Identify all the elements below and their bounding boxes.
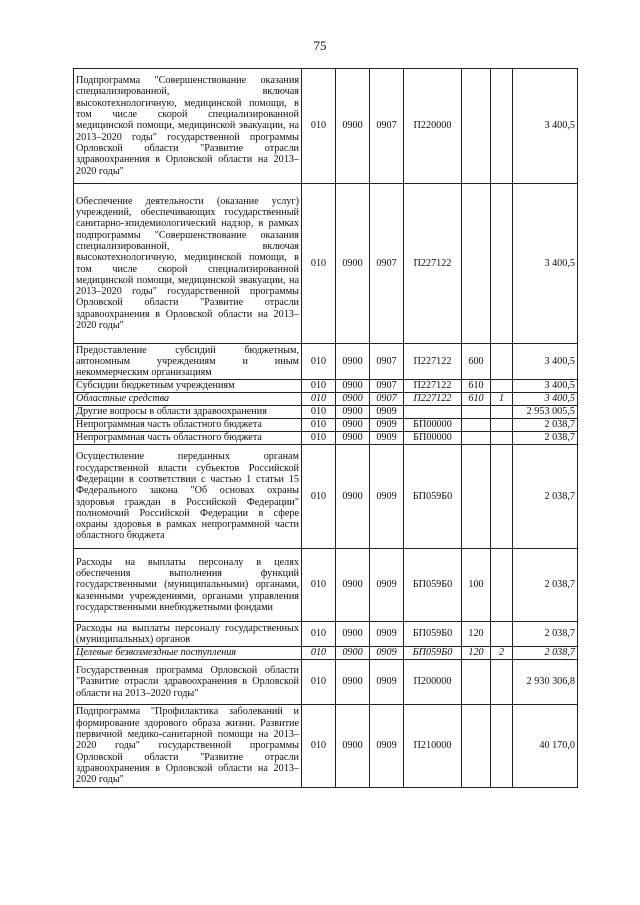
cell-amount: 2 038,7 — [513, 647, 578, 660]
table-row — [74, 419, 578, 432]
cell-code: 010 — [302, 432, 336, 445]
cell-source — [491, 419, 513, 432]
table-row — [74, 393, 578, 406]
cell-source — [491, 660, 513, 705]
cell-source: 2 — [491, 647, 513, 660]
cell-section: 0900 — [336, 660, 370, 705]
cell-source — [491, 432, 513, 445]
cell-section: 0900 — [336, 705, 370, 788]
cell-code: 010 — [302, 69, 336, 184]
cell-target: БП059Б0 — [404, 622, 462, 647]
cell-amount: 2 930 306,8 — [513, 660, 578, 705]
row-name: Областные средства — [74, 393, 302, 406]
cell-type — [462, 69, 491, 184]
cell-amount: 40 170,0 — [513, 705, 578, 788]
cell-target: П227122 — [404, 380, 462, 393]
cell-subsection: 0907 — [370, 69, 404, 184]
cell-amount: 3 400,5 — [513, 393, 578, 406]
cell-target: П200000 — [404, 660, 462, 705]
cell-amount: 2 953 005,5 — [513, 406, 578, 419]
cell-type: 100 — [462, 549, 491, 622]
cell-amount: 3 400,5 — [513, 380, 578, 393]
cell-subsection: 0909 — [370, 406, 404, 419]
cell-target: БП059Б0 — [404, 647, 462, 660]
cell-subsection: 0909 — [370, 660, 404, 705]
cell-type — [462, 419, 491, 432]
cell-type: 120 — [462, 622, 491, 647]
row-name: Обеспечение деятельности (оказание услуг) учреждений, обеспечивающих государственный санитарно-эпидемиологический надзор, в рамках подпрограммы "Совершенствование оказания специализированной, включая высокотехнологичную, медицинской помощи, в том числе скорой специализированной медицинской помощи, медицинской эвакуации, на 2013–2020 годы" государственной программы Орловской области "Развитие отрасли здравоохранения в Орловской области на 2013–2020 годы" — [74, 184, 302, 344]
cell-type: 120 — [462, 647, 491, 660]
row-name: Непрограммная часть областного бюджета — [74, 419, 302, 432]
cell-source — [491, 705, 513, 788]
cell-amount: 3 400,5 — [513, 184, 578, 344]
table-row — [74, 660, 578, 705]
cell-section: 0900 — [336, 344, 370, 380]
cell-subsection: 0907 — [370, 393, 404, 406]
cell-target: П227122 — [404, 393, 462, 406]
cell-amount: 2 038,7 — [513, 419, 578, 432]
cell-subsection: 0909 — [370, 647, 404, 660]
table-row — [74, 445, 578, 549]
cell-code: 010 — [302, 184, 336, 344]
cell-source — [491, 445, 513, 549]
cell-source — [491, 549, 513, 622]
page-number: 75 — [313, 38, 327, 53]
cell-subsection: 0907 — [370, 184, 404, 344]
cell-type — [462, 406, 491, 419]
cell-source — [491, 69, 513, 184]
cell-code: 010 — [302, 622, 336, 647]
cell-section: 0900 — [336, 393, 370, 406]
cell-section: 0900 — [336, 380, 370, 393]
cell-subsection: 0907 — [370, 380, 404, 393]
row-name: Государственная программа Орловской области "Развитие отрасли здравоохранения в Орловской области на 2013–2020 годы" — [74, 660, 302, 705]
table-row — [74, 647, 578, 660]
row-name: Подпрограмма "Совершенствование оказания специализированной, включая высокотехнологичную, медицинской помощи, в том числе скорой специализированной медицинской помощи, медицинской эвакуации, на 2013–2020 годы" государственной программы Орловской области "Развитие отрасли здравоохранения в Орловской области на 2013–2020 годы" — [74, 69, 302, 184]
cell-section: 0900 — [336, 445, 370, 549]
cell-amount: 3 400,5 — [513, 69, 578, 184]
cell-source — [491, 406, 513, 419]
cell-subsection: 0909 — [370, 445, 404, 549]
table-row — [74, 705, 578, 788]
cell-type — [462, 184, 491, 344]
table-row — [74, 69, 578, 184]
row-name: Целевые безвозмездные поступления — [74, 647, 302, 660]
cell-code: 010 — [302, 705, 336, 788]
cell-code: 010 — [302, 647, 336, 660]
cell-code: 010 — [302, 393, 336, 406]
cell-type — [462, 445, 491, 549]
cell-target: БП00000 — [404, 419, 462, 432]
cell-source — [491, 184, 513, 344]
cell-code: 010 — [302, 549, 336, 622]
cell-amount: 3 400,5 — [513, 344, 578, 380]
row-name: Подпрограмма "Профилактика заболеваний и формирование здорового образа жизни. Развитие первичной медико-санитарной помощи на 2013–2020 годы" государственной программы Орловской области "Развитие отрасли здравоохранения в Орловской области на 2013–2020 годы" — [74, 705, 302, 788]
table-row — [74, 622, 578, 647]
cell-subsection: 0909 — [370, 705, 404, 788]
table-row — [74, 549, 578, 622]
cell-type — [462, 660, 491, 705]
row-name: Осуществление переданных органам государственной власти субъектов Российской Федерации в соответствии с частью 1 статьи 15 Федерального закона "Об основах охраны здоровья граждан в Российской Федерации" полномочий Российской Федерации в сфере охраны здоровья в рамках непрограммной части областного бюджета — [74, 445, 302, 549]
cell-source — [491, 380, 513, 393]
cell-section: 0900 — [336, 432, 370, 445]
cell-type: 600 — [462, 344, 491, 380]
cell-section: 0900 — [336, 406, 370, 419]
cell-section: 0900 — [336, 549, 370, 622]
row-name: Непрограммная часть областного бюджета — [74, 432, 302, 445]
cell-target — [404, 406, 462, 419]
row-name: Другие вопросы в области здравоохранения — [74, 406, 302, 419]
cell-code: 010 — [302, 660, 336, 705]
table-row — [74, 432, 578, 445]
cell-code: 010 — [302, 380, 336, 393]
cell-target: БП00000 — [404, 432, 462, 445]
cell-target: П220000 — [404, 69, 462, 184]
cell-subsection: 0909 — [370, 622, 404, 647]
cell-code: 010 — [302, 344, 336, 380]
cell-section: 0900 — [336, 647, 370, 660]
cell-target: П210000 — [404, 705, 462, 788]
cell-type: 610 — [462, 393, 491, 406]
cell-source — [491, 344, 513, 380]
cell-section: 0900 — [336, 419, 370, 432]
cell-source — [491, 622, 513, 647]
cell-type: 610 — [462, 380, 491, 393]
row-name: Предоставление субсидий бюджетным, автономным учреждениям и иным некоммерческим организациям — [74, 344, 302, 380]
cell-code: 010 — [302, 419, 336, 432]
cell-target: БП059Б0 — [404, 445, 462, 549]
cell-type — [462, 705, 491, 788]
cell-subsection: 0909 — [370, 432, 404, 445]
cell-section: 0900 — [336, 184, 370, 344]
cell-subsection: 0907 — [370, 344, 404, 380]
table-row — [74, 406, 578, 419]
cell-amount: 2 038,7 — [513, 622, 578, 647]
cell-target: П227122 — [404, 184, 462, 344]
cell-amount: 2 038,7 — [513, 445, 578, 549]
table-row — [74, 344, 578, 380]
cell-amount: 2 038,7 — [513, 432, 578, 445]
row-name: Расходы на выплаты персоналу государственных (муниципальных) органов — [74, 622, 302, 647]
row-name: Расходы на выплаты персоналу в целях обеспечения выполнения функций государственными (муниципальными) органами, казенными учреждениями, органами управления государственными внебюджетными фондами — [74, 549, 302, 622]
cell-amount: 2 038,7 — [513, 549, 578, 622]
cell-target: БП059Б0 — [404, 549, 462, 622]
cell-source: 1 — [491, 393, 513, 406]
budget-table — [73, 68, 578, 788]
cell-subsection: 0909 — [370, 419, 404, 432]
table-row — [74, 184, 578, 344]
cell-subsection: 0909 — [370, 549, 404, 622]
cell-section: 0900 — [336, 69, 370, 184]
row-name: Субсидии бюджетным учреждениям — [74, 380, 302, 393]
cell-target: П227122 — [404, 344, 462, 380]
cell-section: 0900 — [336, 622, 370, 647]
table-row — [74, 380, 578, 393]
cell-type — [462, 432, 491, 445]
cell-code: 010 — [302, 406, 336, 419]
cell-code: 010 — [302, 445, 336, 549]
